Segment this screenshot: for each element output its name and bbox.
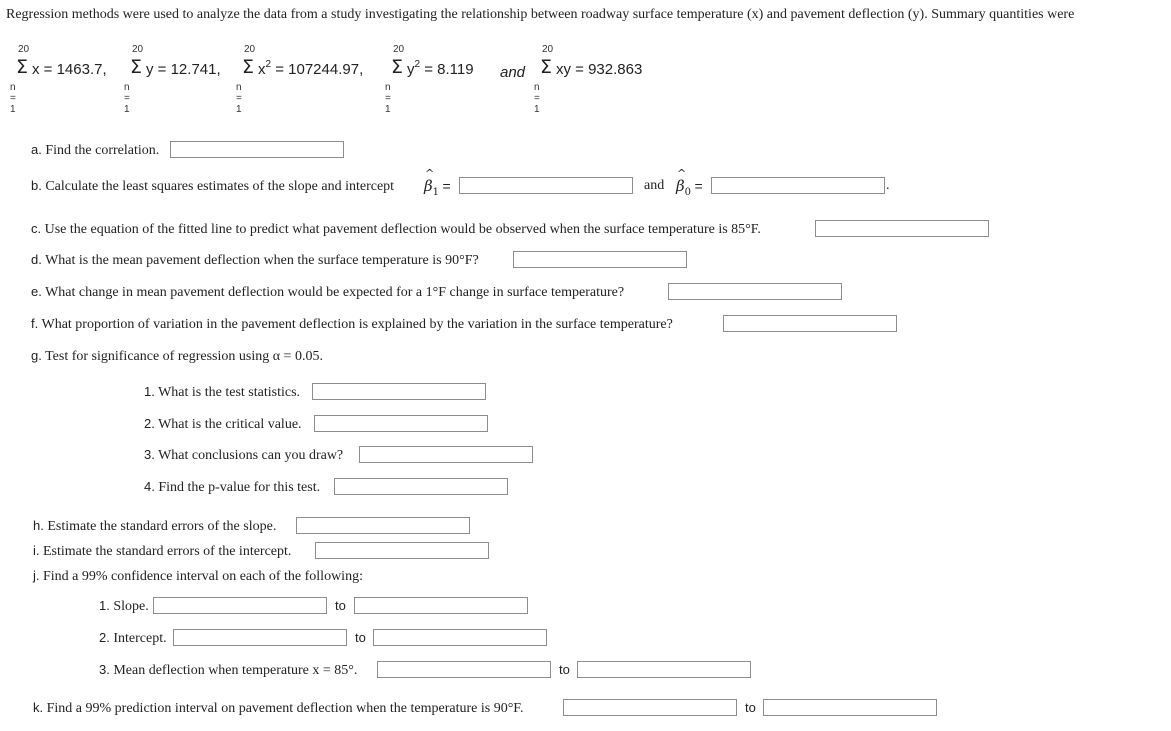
sum-upper: 20	[18, 44, 30, 55]
question-text: Calculate the least squares estimates of the slope and intercept	[45, 179, 395, 194]
change-per-degree-input[interactable]	[668, 283, 842, 300]
question-text: Mean deflection when temperature x = 85°.	[113, 663, 358, 678]
prediction-interval-upper-input[interactable]	[763, 699, 937, 716]
hat-icon: ^	[425, 167, 435, 180]
question-g4	[144, 478, 320, 497]
question-text: What is the mean pavement deflection when the surface temperature is 90°F?	[45, 253, 479, 268]
predict-85-input[interactable]	[815, 220, 989, 237]
beta-symbol: β	[424, 177, 433, 195]
sigma-icon: Σ	[130, 56, 143, 78]
sum-value: = 932.863	[571, 61, 643, 78]
question-j2	[99, 629, 167, 648]
question-text: Use the equation of the fitted line to predict what pavement deflection would be observed when the surface temperature is 85°F.	[44, 222, 761, 237]
question-b	[31, 177, 394, 196]
question-d	[31, 251, 479, 270]
question-text: Estimate the standard errors of the slope.	[47, 519, 277, 534]
mean-ci-upper-input[interactable]	[577, 661, 751, 678]
prediction-interval-lower-input[interactable]	[563, 699, 737, 716]
question-text: Find the correlation.	[45, 143, 160, 158]
question-text: What is the critical value.	[158, 417, 302, 432]
question-prefix: 4.	[144, 479, 155, 494]
question-f	[31, 315, 673, 334]
sum-var: y	[407, 61, 415, 78]
sum-value: = 1463.7,	[39, 61, 107, 78]
equals-sign: =	[442, 178, 451, 194]
to-label: to	[559, 662, 570, 677]
sum-value: = 8.119	[420, 61, 474, 78]
p-value-input[interactable]	[334, 478, 508, 495]
beta-subscript: 1	[432, 187, 440, 198]
question-prefix: a.	[31, 142, 42, 157]
sum-exponent: 2	[265, 59, 272, 70]
conclusion-input[interactable]	[359, 446, 533, 463]
question-text: Find the p-value for this test.	[158, 480, 321, 495]
question-g2	[144, 415, 302, 434]
hat-icon: ^	[677, 167, 687, 180]
question-text: What change in mean pavement deflection would be expected for a 1°F change in surface temperature?	[45, 285, 625, 300]
question-prefix: 1.	[144, 384, 155, 399]
sum-var: x	[258, 61, 266, 78]
slope-ci-upper-input[interactable]	[354, 597, 528, 614]
b-period: .	[886, 178, 890, 193]
critical-value-input[interactable]	[314, 415, 488, 432]
question-prefix: g.	[31, 348, 42, 363]
question-g1	[144, 383, 300, 402]
question-prefix: d.	[31, 252, 42, 267]
question-prefix: b.	[31, 178, 42, 193]
slope-ci-lower-input[interactable]	[153, 597, 327, 614]
problem-intro: Regression methods were used to analyze the data from a study investigating the relationship between roadway surface temperature (x) and pavement deflection (y). Summary quantities were	[6, 7, 1075, 22]
question-text: What conclusions can you draw?	[158, 448, 344, 463]
beta0-label	[676, 167, 703, 202]
question-prefix: i.	[33, 543, 40, 558]
question-prefix: c.	[31, 221, 42, 236]
question-prefix: f.	[31, 316, 39, 331]
question-prefix: 2.	[99, 630, 110, 645]
question-prefix: j.	[33, 568, 40, 583]
beta1-label	[424, 167, 451, 202]
question-text: Slope.	[113, 599, 149, 614]
question-prefix: 3.	[99, 662, 110, 677]
correlation-input[interactable]	[170, 141, 344, 158]
question-prefix: 2.	[144, 416, 155, 431]
and-text: and	[644, 178, 665, 193]
to-label: to	[355, 630, 366, 645]
sigma-icon: Σ	[242, 56, 255, 78]
sum-lower: n = 1	[385, 82, 391, 115]
sigma-icon: Σ	[16, 56, 29, 78]
question-c	[31, 220, 761, 239]
question-text: Find a 99% prediction interval on pavement deflection when the temperature is 90°F.	[46, 701, 524, 716]
question-j3	[99, 661, 357, 680]
sum-lower: n = 1	[10, 82, 16, 115]
question-a	[31, 141, 159, 160]
sum-exponent: 2	[414, 59, 421, 70]
question-text: Find a 99% confidence interval on each of the following:	[43, 569, 363, 584]
sum-value: = 12.741,	[153, 61, 221, 78]
sum-var: x	[32, 61, 40, 78]
sum-lower: n = 1	[534, 82, 540, 115]
question-prefix: k.	[33, 700, 44, 715]
sum-upper: 20	[393, 44, 405, 55]
question-prefix: h.	[33, 518, 44, 533]
question-text: What is the test statistics.	[158, 385, 301, 400]
sum-upper: 20	[132, 44, 144, 55]
sum-upper: 20	[244, 44, 256, 55]
test-statistic-input[interactable]	[312, 383, 486, 400]
intercept-ci-lower-input[interactable]	[173, 629, 347, 646]
question-g3	[144, 446, 343, 465]
beta-subscript: 0	[684, 187, 692, 198]
se-slope-input[interactable]	[296, 517, 470, 534]
question-j1	[99, 597, 149, 616]
to-label: to	[335, 598, 346, 613]
question-prefix: 1.	[99, 598, 110, 613]
sigma-icon: Σ	[391, 56, 404, 78]
sum-upper: 20	[542, 44, 554, 55]
mean-ci-lower-input[interactable]	[377, 661, 551, 678]
question-k	[33, 699, 523, 718]
sigma-icon: Σ	[540, 56, 553, 78]
intercept-ci-upper-input[interactable]	[373, 629, 547, 646]
question-i	[33, 542, 291, 561]
slope-estimate-input[interactable]	[459, 177, 633, 194]
question-text: What proportion of variation in the pavement deflection is explained by the variation in the surface temperature?	[41, 317, 673, 332]
question-prefix: 3.	[144, 447, 155, 462]
question-text: Estimate the standard errors of the intercept.	[43, 544, 292, 559]
question-prefix: e.	[31, 284, 42, 299]
mean-90-input[interactable]	[513, 251, 687, 268]
sum-var: xy	[556, 61, 571, 78]
sum-value: = 107244.97,	[271, 61, 364, 78]
question-j	[33, 567, 363, 586]
question-text: Intercept.	[113, 631, 167, 646]
question-g	[31, 347, 323, 366]
to-label: to	[745, 700, 756, 715]
sum-var: y	[146, 61, 154, 78]
se-intercept-input[interactable]	[315, 542, 489, 559]
question-h	[33, 517, 276, 536]
sum-lower: n = 1	[236, 82, 242, 115]
sum-and: and	[500, 64, 526, 81]
proportion-variation-input[interactable]	[723, 315, 897, 332]
equals-sign: =	[694, 178, 703, 194]
question-e	[31, 283, 624, 302]
intercept-estimate-input[interactable]	[711, 177, 885, 194]
sum-lower: n = 1	[124, 82, 130, 115]
question-text: Test for significance of regression using α = 0.05.	[45, 349, 323, 364]
beta-symbol: β	[676, 177, 685, 195]
